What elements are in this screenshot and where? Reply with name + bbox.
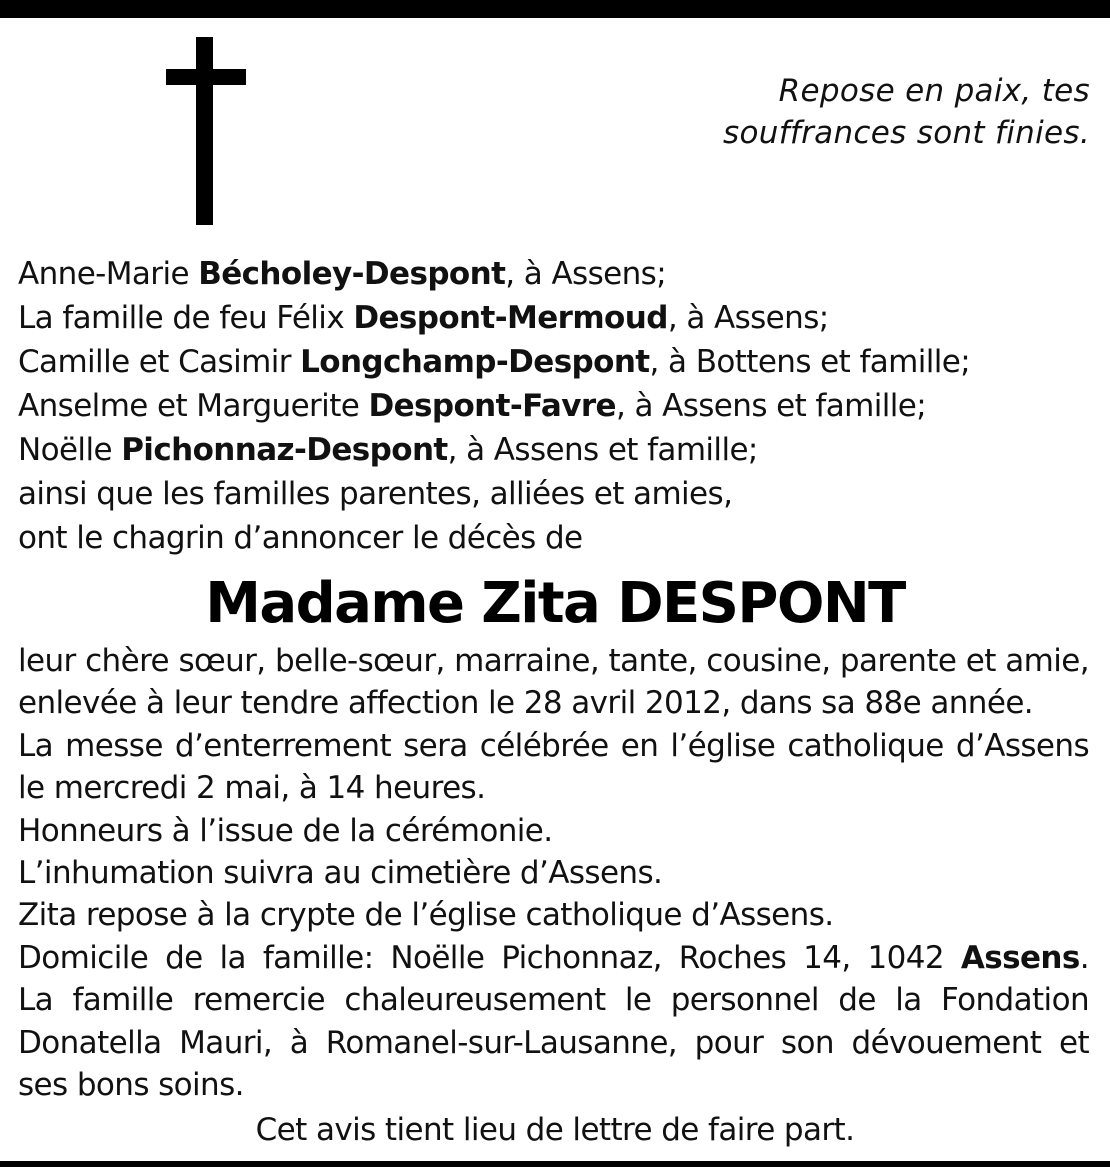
thanks-paragraph: La famille remercie chaleureusement le personnel de la Fondation Donatella Mauri, à Romanel-sur-Lausanne, pour son dévouement et ses bons soins. <box>18 982 1089 1104</box>
family-name: Despont-Favre <box>368 388 616 424</box>
description-paragraph: leur chère sœur, belle-sœur, marraine, tante, cousine, parente et amie, enlevée à leur tendre affection le 28 avril 2012, dans sa 88e année. <box>18 643 1089 722</box>
family-line: La famille de feu Félix Despont-Mermoud, à Assens; <box>18 300 829 336</box>
family-line: Camille et Casimir Longchamp-Despont, à Bottens et famille; <box>18 344 971 380</box>
domicile-line: Domicile de la famille: Noëlle Pichonnaz, Roches 14, 1042 Assens. <box>18 939 1089 976</box>
announce-line: ont le chagrin d’annoncer le décès de <box>18 520 583 556</box>
bottom-border-rule <box>0 1161 1110 1167</box>
cross-icon <box>166 37 246 225</box>
top-border-rule <box>0 0 1110 18</box>
relatives-line: ainsi que les familles parentes, alliées et amies, <box>18 476 733 512</box>
family-line: Noëlle Pichonnaz-Despont, à Assens et famille; <box>18 432 758 468</box>
epigraph-line-1: Repose en paix, tes <box>778 73 1090 109</box>
closing-line: Cet avis tient lieu de lettre de faire part. <box>255 1112 855 1148</box>
mass-paragraph: La messe d’enterrement sera célébrée en l’église catholique d’Assens le mercredi 2 mai, à 14 heures. <box>18 727 1089 807</box>
honours-line: Honneurs à l’issue de la cérémonie. <box>18 812 553 849</box>
family-name: Bécholey-Despont <box>198 256 506 292</box>
family-name: Despont-Mermoud <box>353 300 668 336</box>
notice-body <box>18 640 1089 1106</box>
family-name: Pichonnaz-Despont <box>121 432 448 468</box>
epigraph <box>670 70 1090 154</box>
domicile-town: Assens <box>960 939 1080 976</box>
family-list <box>18 252 1098 560</box>
family-line: Anne-Marie Bécholey-Despont, à Assens; <box>18 256 667 292</box>
crypt-line: Zita repose à la crypte de l’église catholique d’Assens. <box>18 897 834 934</box>
deceased-name: Madame Zita DESPONT <box>205 571 905 636</box>
epigraph-line-2: souffrances sont finies. <box>723 115 1090 151</box>
family-name: Longchamp-Despont <box>300 344 650 380</box>
burial-line: L’inhumation suivra au cimetière d’Assens. <box>18 855 663 892</box>
family-line: Anselme et Marguerite Despont-Favre, à Assens et famille; <box>18 388 927 424</box>
